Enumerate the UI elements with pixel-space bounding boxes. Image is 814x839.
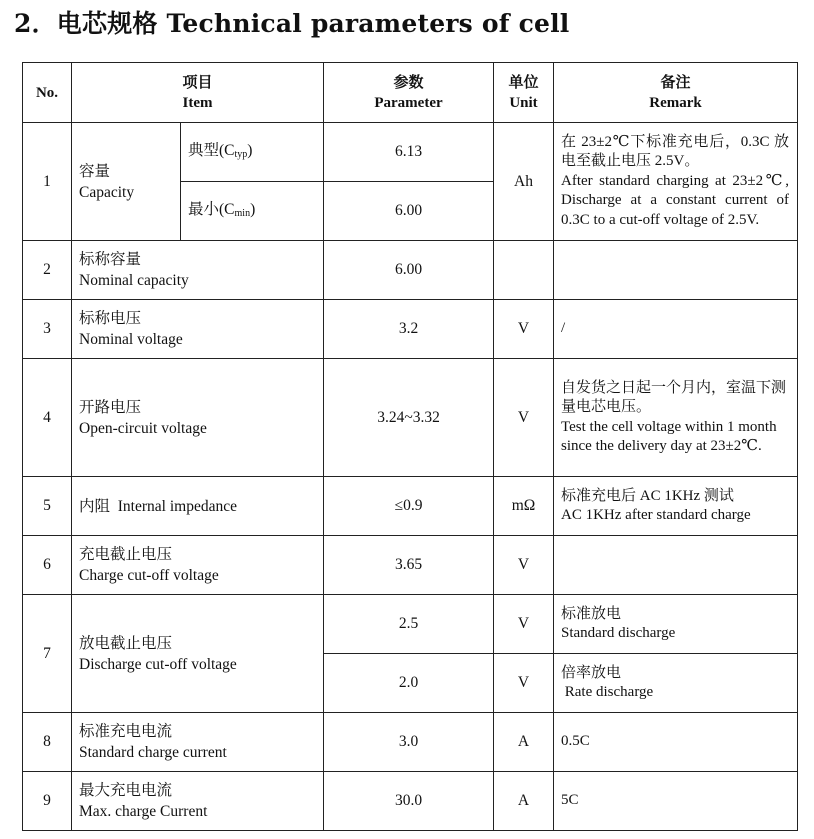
row-number: 5 — [23, 477, 72, 536]
unit-cell: A — [494, 772, 554, 831]
unit-cell: V — [494, 359, 554, 477]
item-cell: 标称容量 Nominal capacity — [72, 241, 324, 300]
table-row — [23, 123, 798, 182]
item-cell: 充电截止电压 Charge cut-off voltage — [72, 536, 324, 595]
table-row — [23, 300, 798, 359]
parameter-value: 6.00 — [324, 182, 494, 241]
table-row — [23, 241, 798, 300]
unit-cell: A — [494, 713, 554, 772]
header-item: 项目 Item — [72, 63, 324, 123]
section-title: 2．电芯规格 Technical parameters of cell — [14, 9, 570, 38]
unit-cell: V — [494, 300, 554, 359]
item-cell: 开路电压 Open-circuit voltage — [72, 359, 324, 477]
remark-cell: 5C — [554, 772, 798, 831]
header-unit: 单位 Unit — [494, 63, 554, 123]
table-row — [23, 772, 798, 831]
row-number: 9 — [23, 772, 72, 831]
row-number: 8 — [23, 713, 72, 772]
parameter-value: 3.24~3.32 — [324, 359, 494, 477]
header-remark: 备注 Remark — [554, 63, 798, 123]
table-row — [23, 359, 798, 477]
header-parameter: 参数 Parameter — [324, 63, 494, 123]
technical-parameters-table — [22, 62, 798, 831]
remark-cell — [554, 241, 798, 300]
parameter-value: 3.0 — [324, 713, 494, 772]
sub-item-typical: 典型$(C_{typ})$ — [181, 123, 324, 182]
unit-cell — [494, 241, 554, 300]
table-row — [23, 477, 798, 536]
table-row — [23, 595, 798, 654]
item-cell: 容量 Capacity — [72, 123, 181, 241]
parameter-value: 6.13 — [324, 123, 494, 182]
unit-cell: V — [494, 595, 554, 654]
parameter-value: 3.2 — [324, 300, 494, 359]
remark-cell — [554, 536, 798, 595]
remark-cell: 自发货之日起一个月内，室温下测量电芯电压。 Test the cell voltage within 1 month since the delivery day at 23±2℃. — [554, 359, 798, 477]
item-cell: 最大充电电流 Max. charge Current — [72, 772, 324, 831]
row-number: 1 — [23, 123, 72, 241]
remark-cell: 在 23±2℃下标准充电后，0.3C 放电至截止电压 2.5V。 After standard charging at 23±2℃, Discharge at a constant current of 0.3C to a cut-off voltage of 2.5V. — [554, 123, 798, 241]
unit-cell: V — [494, 536, 554, 595]
unit-cell: Ah — [494, 123, 554, 241]
parameter-value: 2.0 — [324, 654, 494, 713]
row-number: 2 — [23, 241, 72, 300]
parameter-value: 6.00 — [324, 241, 494, 300]
item-cell: 标称电压 Nominal voltage — [72, 300, 324, 359]
row-number: 3 — [23, 300, 72, 359]
parameter-value: 30.0 — [324, 772, 494, 831]
remark-cell: 倍率放电 Rate discharge — [554, 654, 798, 713]
remark-cell: 标准放电 Standard discharge — [554, 595, 798, 654]
table-row — [23, 713, 798, 772]
table-header-row — [23, 63, 798, 123]
row-number: 7 — [23, 595, 72, 713]
row-number: 4 — [23, 359, 72, 477]
parameter-value: ≤0.9 — [324, 477, 494, 536]
item-cell: 放电截止电压 Discharge cut-off voltage — [72, 595, 324, 713]
remark-cell: 0.5C — [554, 713, 798, 772]
header-no: No. — [23, 63, 72, 123]
unit-cell: V — [494, 654, 554, 713]
parameter-value: 3.65 — [324, 536, 494, 595]
remark-cell: / — [554, 300, 798, 359]
remark-cell: 标准充电后 AC 1KHz 测试 AC 1KHz after standard charge — [554, 477, 798, 536]
row-number: 6 — [23, 536, 72, 595]
item-cell: 标准充电电流 Standard charge current — [72, 713, 324, 772]
table-row — [23, 536, 798, 595]
sub-item-minimum: 最小$(C_{min})$ — [181, 182, 324, 241]
unit-cell: mΩ — [494, 477, 554, 536]
parameter-value: 2.5 — [324, 595, 494, 654]
item-cell: 内阻 Internal impedance — [72, 477, 324, 536]
